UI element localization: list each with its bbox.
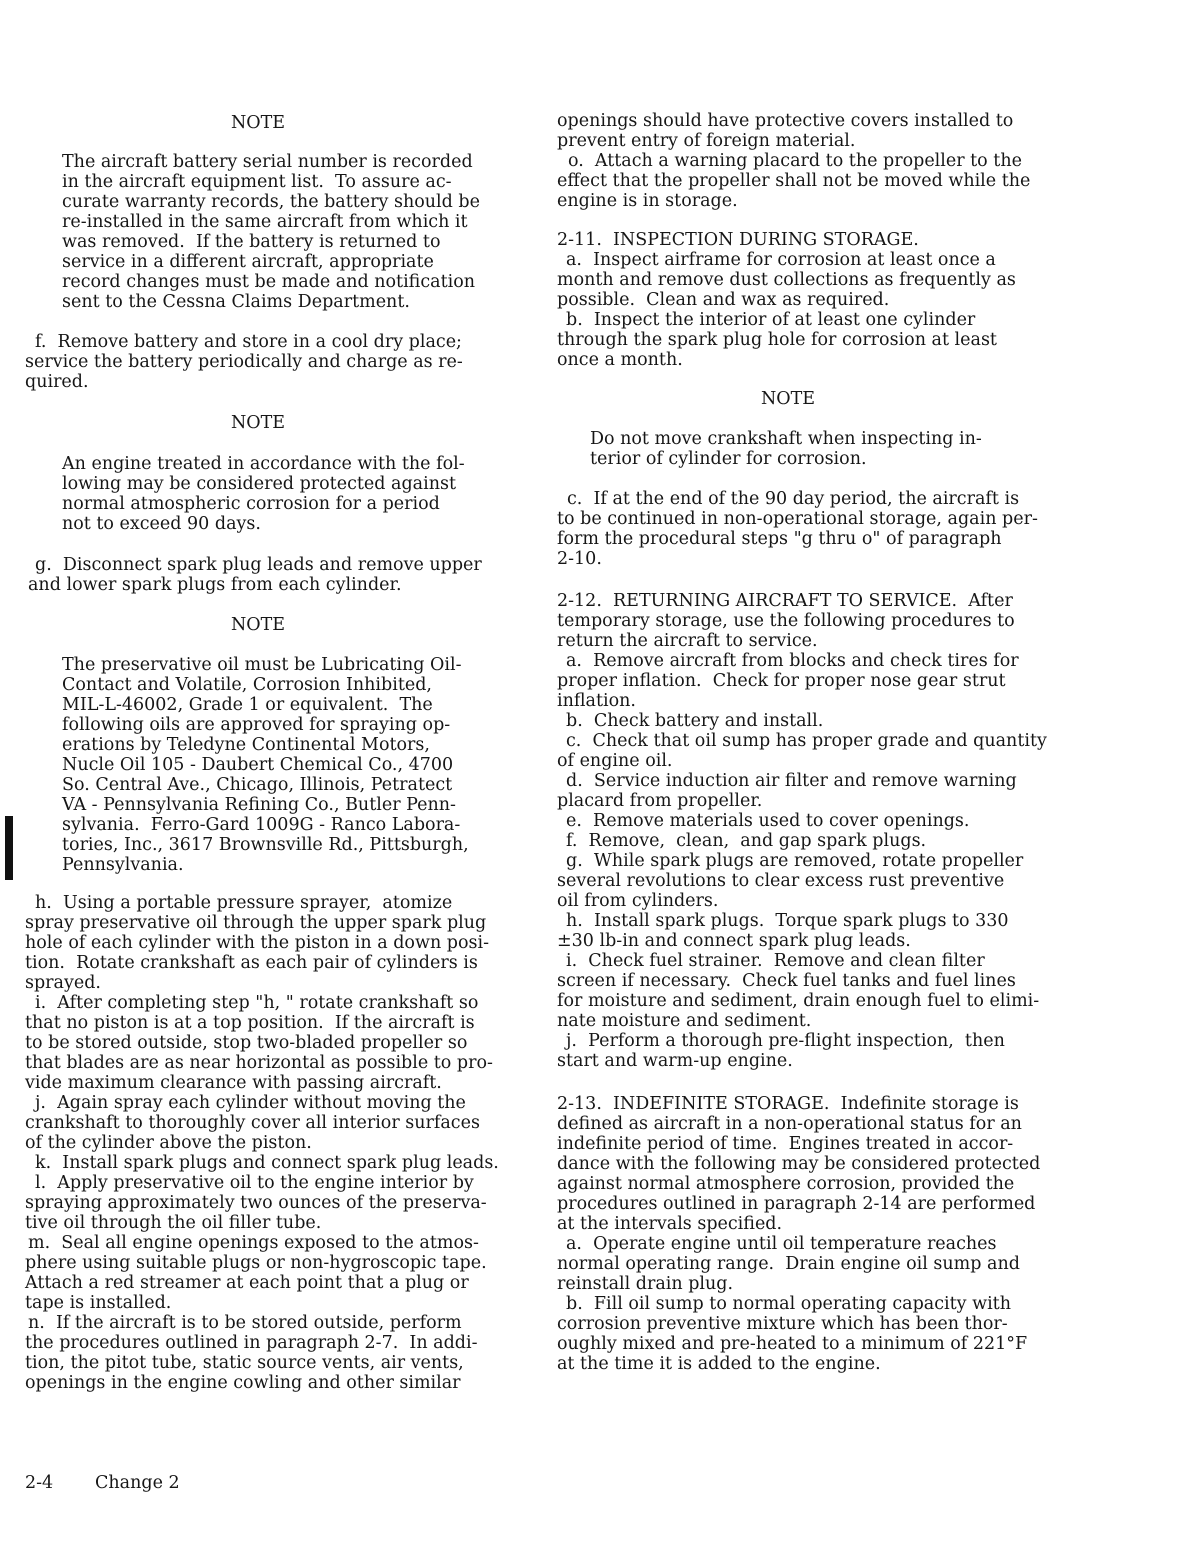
text-line: The aircraft battery serial number is recorded bbox=[62, 152, 473, 172]
text-line: for moisture and sediment, drain enough fuel to elimi- bbox=[557, 991, 1040, 1011]
section-2-12-step-h bbox=[557, 911, 1047, 951]
text-line: at the intervals specified. bbox=[557, 1214, 783, 1234]
text-line: sylvania. Ferro-Gard 1009G - Ranco Labora- bbox=[62, 815, 461, 835]
text-line: 2-10. bbox=[557, 549, 602, 569]
text-line: service the battery periodically and charge as re- bbox=[25, 352, 463, 372]
text-line: not to exceed 90 days. bbox=[62, 514, 261, 534]
text-line: tape is installed. bbox=[25, 1293, 172, 1313]
text-line: inflation. bbox=[557, 691, 636, 711]
text-line: j. Perform a thorough pre-flight inspection, then bbox=[566, 1031, 1005, 1051]
text-line: defined as aircraft in a non-operational status for an bbox=[557, 1114, 1022, 1134]
text-line: normal atmospheric corrosion for a period bbox=[62, 494, 440, 514]
text-line: b. Check battery and install. bbox=[566, 711, 824, 731]
text-line: spraying approximately two ounces of the preserva- bbox=[25, 1193, 487, 1213]
text-line: that blades are as near horizontal as possible to pro- bbox=[25, 1053, 493, 1073]
text-line: An engine treated in accordance with the fol- bbox=[62, 454, 465, 474]
text-line: corrosion preventive mixture which has been thor- bbox=[557, 1314, 1008, 1334]
text-line: tive oil through the oil filler tube. bbox=[25, 1213, 322, 1233]
text-line: 2-13. INDEFINITE STORAGE. Indefinite storage is bbox=[557, 1094, 1019, 1114]
text-line: So. Central Ave., Chicago, Illinois, Petratect bbox=[62, 775, 453, 795]
text-line: MIL-L-46002, Grade 1 or equivalent. The bbox=[62, 695, 433, 715]
text-line: terior of cylinder for corrosion. bbox=[590, 449, 867, 469]
text-line: lowing may be considered protected against bbox=[62, 474, 456, 494]
note-4-crankshaft bbox=[590, 429, 982, 469]
text-line: a. Operate engine until oil temperature reaches bbox=[566, 1234, 997, 1254]
text-line: once a month. bbox=[557, 350, 683, 370]
text-line: month and remove dust collections as frequently as bbox=[557, 270, 1016, 290]
text-line: Contact and Volatile, Corrosion Inhibited, bbox=[62, 675, 432, 695]
text-line: tion, the pitot tube, static source vents, air vents, bbox=[25, 1353, 464, 1373]
text-line: oil from cylinders. bbox=[557, 891, 719, 911]
text-line: hole of each cylinder with the piston in a down posi- bbox=[25, 933, 490, 953]
section-2-12-intro bbox=[557, 591, 1047, 651]
text-line: tion. Rotate crankshaft as each pair of cylinders is bbox=[25, 953, 478, 973]
text-line: prevent entry of foreign material. bbox=[557, 131, 856, 151]
text-line: nate moisture and sediment. bbox=[557, 1011, 812, 1031]
text-line: sent to the Cessna Claims Department. bbox=[62, 292, 410, 312]
section-2-13-step-b bbox=[557, 1294, 1040, 1374]
text-line: service in a different aircraft, appropriate bbox=[62, 252, 434, 272]
text-line: openings in the engine cowling and other similar bbox=[25, 1373, 461, 1393]
section-2-11-step-a bbox=[557, 250, 1016, 310]
section-2-12-step-a bbox=[557, 651, 1047, 711]
text-line: c. Check that oil sump has proper grade and quantity bbox=[566, 731, 1047, 751]
text-line: dance with the following may be considered protected bbox=[557, 1154, 1041, 1174]
note-2-heading: NOTE bbox=[230, 413, 286, 433]
note-3-heading: NOTE bbox=[230, 615, 286, 635]
text-line: against normal atmosphere corrosion, provided the bbox=[557, 1174, 1015, 1194]
text-line: Do not move crankshaft when inspecting in- bbox=[590, 429, 982, 449]
text-line: following oils are approved for spraying op- bbox=[62, 715, 451, 735]
section-2-12-step-c bbox=[557, 731, 1047, 771]
section-2-11-step-c bbox=[557, 489, 1038, 569]
text-line: l. Apply preservative oil to the engine interior by bbox=[35, 1173, 474, 1193]
text-line: b. Inspect the interior of at least one cylinder bbox=[566, 310, 976, 330]
text-line: Pennsylvania. bbox=[62, 855, 184, 875]
text-line: Attach a red streamer at each point that a plug or bbox=[25, 1273, 469, 1293]
section-2-12 bbox=[557, 591, 1047, 1071]
text-line: h. Using a portable pressure sprayer, atomize bbox=[35, 893, 453, 913]
text-line: record changes must be made and notification bbox=[62, 272, 476, 292]
text-line: openings should have protective covers installed to bbox=[557, 111, 1014, 131]
text-line: of the cylinder above the piston. bbox=[25, 1133, 312, 1153]
text-line: h. Install spark plugs. Torque spark plugs to 330 bbox=[566, 911, 1009, 931]
text-line: f. Remove, clean, and gap spark plugs. bbox=[566, 831, 927, 851]
section-2-11 bbox=[557, 230, 1016, 370]
text-line: at the time it is added to the engine. bbox=[557, 1354, 881, 1374]
note-4-heading: NOTE bbox=[760, 389, 816, 409]
text-line: to be stored outside, stop two-bladed propeller so bbox=[25, 1033, 468, 1053]
text-line: b. Fill oil sump to normal operating capacity with bbox=[566, 1294, 1011, 1314]
text-line: tories, Inc., 3617 Brownsville Rd., Pittsburgh, bbox=[62, 835, 469, 855]
section-2-13-intro bbox=[557, 1094, 1040, 1234]
text-line: g. Disconnect spark plug leads and remove upper bbox=[35, 555, 482, 575]
text-line: quired. bbox=[25, 372, 89, 392]
change-notice: Change 2 bbox=[95, 1473, 180, 1493]
section-2-12-step-b bbox=[557, 711, 1047, 731]
text-line: phere using suitable plugs or non-hygroscopic tape. bbox=[25, 1253, 487, 1273]
text-line: crankshaft to thoroughly cover all interior surfaces bbox=[25, 1113, 480, 1133]
section-2-13-step-a bbox=[557, 1234, 1040, 1294]
text-line: of engine oil. bbox=[557, 751, 673, 771]
text-line: j. Again spray each cylinder without moving the bbox=[35, 1093, 466, 1113]
text-line: possible. Clean and wax as required. bbox=[557, 290, 890, 310]
note-1-heading: NOTE bbox=[230, 113, 286, 133]
text-line: m. Seal all engine openings exposed to the atmos- bbox=[28, 1233, 479, 1253]
text-line: i. Check fuel strainer. Remove and clean filter bbox=[566, 951, 985, 971]
text-line: c. If at the end of the 90 day period, the aircraft is bbox=[567, 489, 1020, 509]
step-n-continued bbox=[557, 111, 1013, 151]
section-2-12-step-j bbox=[557, 1031, 1047, 1071]
text-line: d. Service induction air filter and remove warning bbox=[566, 771, 1017, 791]
text-line: g. While spark plugs are removed, rotate propeller bbox=[566, 851, 1024, 871]
text-line: engine is in storage. bbox=[557, 191, 738, 211]
text-line: a. Inspect airframe for corrosion at least once a bbox=[566, 250, 996, 270]
text-line: reinstall drain plug. bbox=[557, 1274, 734, 1294]
text-line: i. After completing step "h, " rotate crankshaft so bbox=[35, 993, 479, 1013]
text-line: sprayed. bbox=[25, 973, 101, 993]
text-line: erations by Teledyne Continental Motors, bbox=[62, 735, 430, 755]
text-line: form the procedural steps "g thru o" of paragraph bbox=[557, 529, 1002, 549]
section-2-12-step-d bbox=[557, 771, 1047, 811]
text-line: proper inflation. Check for proper nose gear strut bbox=[557, 671, 1006, 691]
step-o-warning-placard bbox=[557, 151, 1030, 211]
text-line: and lower spark plugs from each cylinder. bbox=[28, 575, 402, 595]
text-line: temporary storage, use the following procedures to bbox=[557, 611, 1015, 631]
section-2-13 bbox=[557, 1094, 1040, 1374]
section-2-12-step-f bbox=[557, 831, 1047, 851]
section-2-12-step-i bbox=[557, 951, 1047, 1031]
text-line: to be continued in non-operational storage, again per- bbox=[557, 509, 1038, 529]
text-line: VA - Pennsylvania Refining Co., Butler Penn- bbox=[62, 795, 456, 815]
text-line: the procedures outlined in paragraph 2-7. In addi- bbox=[25, 1333, 478, 1353]
text-line: 2-12. RETURNING AIRCRAFT TO SERVICE. After bbox=[557, 591, 1013, 611]
text-line: Nucle Oil 105 - Daubert Chemical Co., 4700 bbox=[62, 755, 454, 775]
text-line: several revolutions to clear excess rust preventive bbox=[557, 871, 1005, 891]
text-line: in the aircraft equipment list. To assure ac- bbox=[62, 172, 452, 192]
text-line: oughly mixed and pre-heated to a minimum of 221°F bbox=[557, 1334, 1028, 1354]
text-line: o. Attach a warning placard to the propeller to the bbox=[568, 151, 1022, 171]
section-2-11-step-b bbox=[557, 310, 1016, 370]
text-line: return the aircraft to service. bbox=[557, 631, 818, 651]
text-line: ±30 lb-in and connect spark plug leads. bbox=[557, 931, 911, 951]
text-line: start and warm-up engine. bbox=[557, 1051, 793, 1071]
text-line: k. Install spark plugs and connect spark plug leads. bbox=[35, 1153, 499, 1173]
text-line: e. Remove materials used to cover openings. bbox=[566, 811, 970, 831]
page-number: 2-4 bbox=[25, 1473, 54, 1493]
text-line: procedures outlined in paragraph 2-14 are performed bbox=[557, 1194, 1036, 1214]
text-line: re-installed in the same aircraft from which it bbox=[62, 212, 468, 232]
text-line: indefinite period of time. Engines treated in accor- bbox=[557, 1134, 1014, 1154]
text-line: curate warranty records, the battery should be bbox=[62, 192, 480, 212]
text-line: placard from propeller. bbox=[557, 791, 763, 811]
section-2-11-heading: 2-11. INSPECTION DURING STORAGE. bbox=[557, 230, 919, 250]
text-line: normal operating range. Drain engine oil sump and bbox=[557, 1254, 1020, 1274]
text-line: screen if necessary. Check fuel tanks and fuel lines bbox=[557, 971, 1016, 991]
section-2-12-step-g bbox=[557, 851, 1047, 911]
text-line: f. Remove battery and store in a cool dry place; bbox=[35, 332, 462, 352]
text-line: a. Remove aircraft from blocks and check tires for bbox=[566, 651, 1019, 671]
text-line: The preservative oil must be Lubricating Oil- bbox=[62, 655, 462, 675]
text-line: through the spark plug hole for corrosion at least bbox=[557, 330, 997, 350]
text-line: was removed. If the battery is returned to bbox=[62, 232, 441, 252]
text-line: n. If the aircraft is to be stored outside, perform bbox=[28, 1313, 462, 1333]
text-line: effect that the propeller shall not be moved while the bbox=[557, 171, 1031, 191]
text-line: vide maximum clearance with passing aircraft. bbox=[25, 1073, 442, 1093]
text-line: spray preservative oil through the upper spark plug bbox=[25, 913, 487, 933]
section-2-12-step-e bbox=[557, 811, 1047, 831]
text-line: that no piston is at a top position. If the aircraft is bbox=[25, 1013, 475, 1033]
